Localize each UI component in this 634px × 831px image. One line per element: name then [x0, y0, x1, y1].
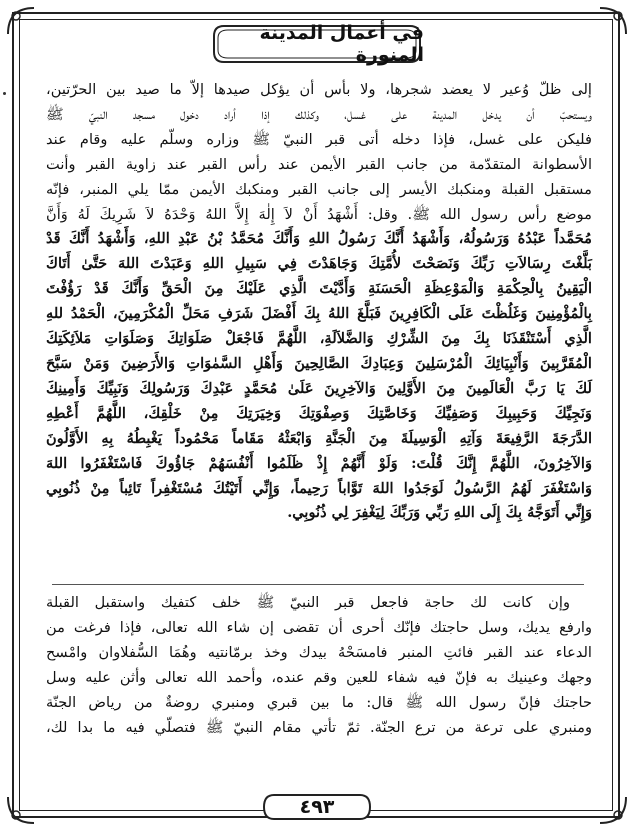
- paragraph-needs-prayer: [46, 591, 592, 740]
- corner-ornament-bottom-left: [6, 795, 36, 825]
- prayer-line: وَإِنِّي أَتَوَجَّهُ بِكَ إِلَى اللهِ رَبِّي وَرَبِّكَ لِيَغْفِرَ لِي ذُنُوبِي.: [287, 504, 592, 522]
- text-line: الأسطوانة المتقدّمة من جانب القبر الأيمن عند رأس القبر عند زاوية القبر وأنت: [46, 155, 592, 173]
- page-title: في أعمال المدينة المنورة: [259, 22, 424, 66]
- corner-ornament-top-right: [598, 6, 628, 36]
- prayer-line: بِالْمُؤْمِنِينَ وَغَلُظْتَ عَلَى الْكَافِرِينَ فَبَلَّغَ اللهُ بِكَ أَفْضَلَ شَرَفِ مَحَلِّ الْمُكْرَمِينَ، الْحَمْدُ للهِ: [46, 305, 592, 323]
- text-line: وارفع يديك، وسل حاجتك فإنّك أحرى أن تقضى إن شاء الله تعالى، فإذا فرغت من: [46, 618, 592, 636]
- prayer-line: بَلَّغْتَ رِسَالاَتِ رَبِّكَ وَنَصَحْتَ لأُمَّتِكَ وَجَاهَدْتَ فِي سَبِيلِ اللهِ وَعَبَدْتَ اللهَ حَتَّىٰ أَتَاكَ: [46, 255, 592, 273]
- prayer-line: لَكَ يَا رَبَّ الْعَالَمِينَ مِنَ الأَوَّلِينَ وَالآخِرِينَ عَلَىٰ مُحَمَّدٍ عَبْدِكَ وَرَسُولِكَ وَنَبِيِّكَ وَأَمِينِكَ: [46, 379, 592, 397]
- prayer-line: مُحَمَّداً عَبْدُهُ وَرَسُولُهُ، وَأَشْهَدُ أَنَّكَ رَسُولُ اللهِ وَأَنَّكَ مُحَمَّدُ بْنُ عَبْدِ اللهِ، وَأَشْهَدُ أَنَّكَ قَدْ: [46, 230, 592, 248]
- text-line: فليكن على غسل، فإذا دخله أتى قبر النبيّ ﷺ وزاره وسلّم عليه وقام عند: [46, 130, 592, 148]
- text-line: ومنبري على ترعة من ترع الجنّة. ثمّ تأتي مقام النبيّ ﷺ فتصلّي فيه ما بدا لك،: [46, 718, 592, 736]
- prayer-line: وَالآخِرُونَ، اللَّهُمَّ إِنَّكَ قُلْتَ: وَلَوْ أَنَّهُمْ إِذْ ظَلَمُوا أَنْفُسَهُمْ جَاؤُوكَ فَاسْتَغْفَرُوا اللهَ: [46, 454, 592, 472]
- corner-ornament-top-left: [6, 6, 36, 36]
- prayer-line: الدَّرَجَةَ الرَّفِيعَةَ وَآتِهِ الْوَسِيلَةَ مِنَ الْجَنَّةِ وَابْعَثْهُ مَقَاماً مَحْمُوداً يَغْبِطُهُ بِهِ الأَوَّلُونَ: [46, 429, 592, 447]
- text-line: موضع رأس رسول الله ﷺ. وقل: أَشْهَدُ أَنْ لاَ إِلٰهَ إِلاَّ اللهُ وَحْدَهُ لاَ شَرِيكَ لَهُ وَأَنَّ: [46, 205, 592, 223]
- text-line: الدعاء عند القبر فائتِ المنبر فامسَحْهُ بيدك وخذ برمّانتيه وهُمَا السُّفلاوان وامْسح: [46, 643, 592, 661]
- prayer-line: الْمُقَرَّبِينَ وَأَنْبِيَائِكَ الْمُرْسَلِينَ وَعِبَادِكَ الصَّالِحِينَ وَأَهْلِ السَّمٰوَاتِ وَالأَرَضِينَ وَمَنْ سَبَّحَ: [46, 354, 592, 372]
- page-number: ٤٩٣: [299, 796, 335, 818]
- text-line: مستقبل القبلة ومنكبك الأيسر إلى جانب القبر ومنكبك الأيمن ممّا يلي المنبر، فإنّه: [46, 180, 592, 198]
- header-cartouche: [210, 22, 424, 66]
- paragraph-visitation-prayer: [46, 78, 592, 526]
- text-line: حاجتك فإنّ رسول الله ﷺ قال: ما بين قبري ومنبري روضةٌ من رياض الجنّة: [46, 693, 592, 711]
- prayer-line: وَنَجِيِّكَ وَحَبِيبِكَ وَصَفِيِّكَ وَخَاصَّتِكَ وَصِفْوَتِكَ وَخِيَرَتِكَ مِنْ خَلْقِكَ، اللَّهُمَّ أَعْطِهِ: [46, 404, 592, 422]
- prayer-line: الْيَقِينُ بِالْحِكْمَةِ وَالْمَوْعِظَةِ الْحَسَنَةِ وَأَدَّيْتَ الَّذِي عَلَيْكَ مِنَ الْحَقِّ وَأَنَّكَ قَدْ رَؤُفْتَ: [46, 280, 592, 298]
- margin-mark: [3, 92, 6, 95]
- text-line: إلى ظلّ وُعير لا يعضد شجرها، ولا بأس أن يؤكل صيدها إلاّ ما صيد بين الحرّتين،: [46, 81, 592, 98]
- corner-ornament-bottom-right: [598, 795, 628, 825]
- section-divider: [52, 584, 584, 585]
- prayer-line: الَّذِي أَسْتَنْقَذَنَا بِكَ مِنَ الشِّرْكِ وَالضَّلاَلَةِ، اللَّهُمَّ فَاجْعَلْ صَلَوَاتِكَ وَصَلَوَاتِ مَلاَئِكَتِكَ: [46, 330, 592, 348]
- text-line: ويستحبّ أن يدخل المدينة على غسل، وكذلك إذا أراد دخول مسجد النبيّ ﷺ: [46, 105, 592, 123]
- page-number-cartouche: [262, 793, 372, 821]
- text-line: وجهك وعينيك به فإنّ فيه شفاء للعين وقم عنده، وأحمد الله تعالى وأثن عليه وسل: [46, 668, 592, 686]
- prayer-line: وَاسْتَغْفَرَ لَهُمُ الرَّسُولُ لَوَجَدُوا اللهَ تَوَّاباً رَحِيماً، وَإِنِّي أَتَيْتُكَ مُسْتَغْفِراً تَائِباً مِنْ ذُنُوبِي: [46, 479, 592, 497]
- text-line: وإن كانت لك حاجة فاجعل قبر النبيّ ﷺ خلف كتفيك واستقبل القبلة: [46, 594, 570, 611]
